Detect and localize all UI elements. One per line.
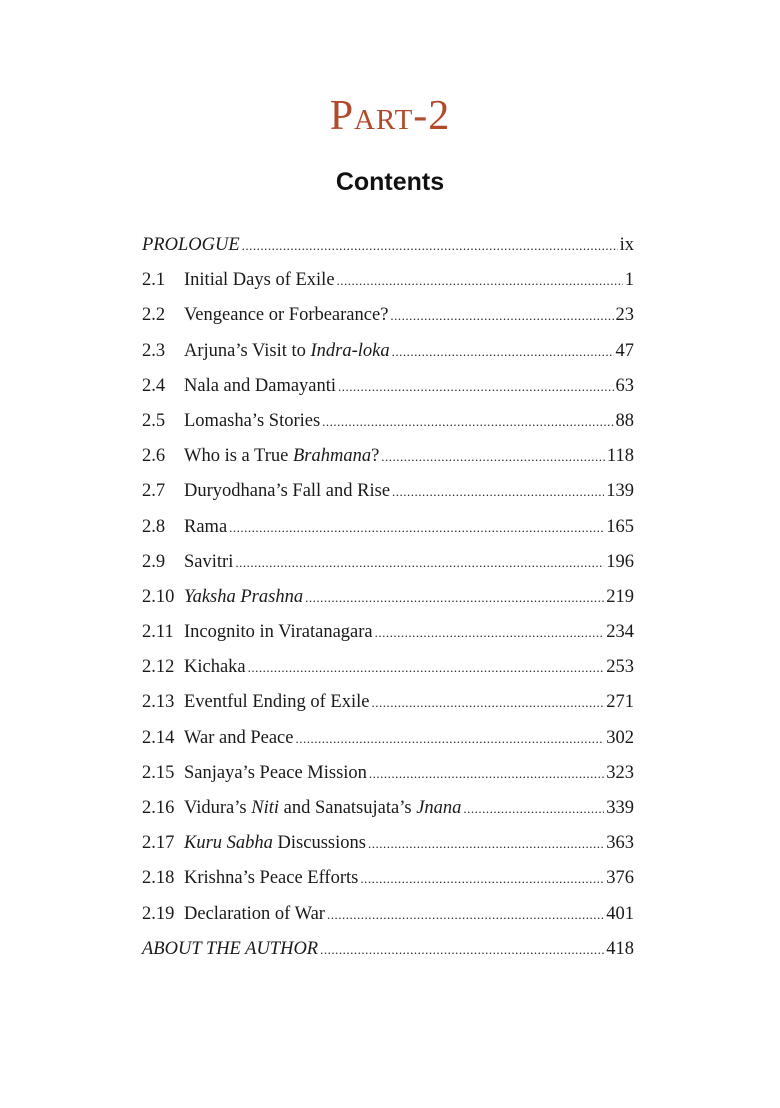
toc-entry xyxy=(142,861,634,896)
table-of-contents xyxy=(142,228,634,967)
toc-entry-number: 2.18 xyxy=(142,868,175,889)
toc-entry-number: 2.7 xyxy=(142,481,166,502)
dot-leader xyxy=(390,298,613,333)
dot-leader xyxy=(327,897,604,932)
toc-entry-title xyxy=(184,650,246,685)
toc-entry-title xyxy=(184,404,320,439)
toc-entry-title-part: and Sanatsujata’s xyxy=(279,798,417,818)
toc-entry-title-part: ABOUT THE AUTHOR xyxy=(142,938,319,959)
dot-leader xyxy=(235,545,604,580)
toc-entry xyxy=(142,298,634,333)
toc-entry-number: 2.3 xyxy=(142,340,166,361)
toc-entry-page: 196 xyxy=(606,551,634,572)
toc-entry-title-part: Lomasha’s Stories xyxy=(184,410,321,431)
toc-entry-title xyxy=(184,615,373,650)
toc-entry-title-part: Discussions xyxy=(272,833,366,854)
toc-entry xyxy=(142,932,634,967)
toc-entry-title-part: Jnana xyxy=(416,798,462,818)
dot-leader xyxy=(369,756,604,791)
toc-entry-title xyxy=(184,580,303,615)
toc-entry xyxy=(142,404,634,439)
dot-leader xyxy=(375,615,605,650)
dot-leader xyxy=(295,721,604,756)
toc-entry xyxy=(142,580,634,615)
toc-entry-number: 2.19 xyxy=(142,903,175,924)
toc-entry-page: 23 xyxy=(615,305,634,326)
dot-leader xyxy=(371,685,604,720)
toc-entry-title-part: Initial Days of Exile xyxy=(184,270,335,291)
toc-entry-title xyxy=(184,334,390,369)
dot-leader xyxy=(392,474,604,509)
part-title: Part-2 xyxy=(329,93,451,139)
contents-heading: Contents xyxy=(335,168,445,196)
toc-entry-number: 2.13 xyxy=(142,692,175,713)
toc-entry-page: 63 xyxy=(615,375,634,396)
toc-entry-title-part: Rama xyxy=(184,516,228,537)
dot-leader xyxy=(320,932,604,967)
toc-entry-page: 139 xyxy=(606,481,634,502)
toc-entry-page: 376 xyxy=(606,868,634,889)
toc-entry-title xyxy=(184,721,293,756)
dot-leader xyxy=(381,439,605,474)
dot-leader xyxy=(463,791,604,826)
toc-entry-number: 2.16 xyxy=(142,798,175,818)
toc-entry-title-part: Indra-loka xyxy=(310,340,390,361)
toc-entry-title-part: Nala and Damayanti xyxy=(184,375,337,396)
toc-entry-number: 2.2 xyxy=(142,305,166,326)
toc-entry-page: 234 xyxy=(606,622,634,643)
toc-entry-title xyxy=(184,263,335,298)
dot-leader xyxy=(242,228,618,263)
toc-entry-title xyxy=(184,369,336,404)
toc-entry-title xyxy=(184,826,366,861)
toc-entry-title xyxy=(184,756,367,791)
toc-entry xyxy=(142,263,634,298)
toc-entry-number: 2.8 xyxy=(142,516,166,537)
toc-entry-number: 2.1 xyxy=(142,270,166,291)
toc-entry-title xyxy=(184,791,461,826)
toc-entry-page: 323 xyxy=(606,762,634,783)
dot-leader xyxy=(368,826,604,861)
toc-entry-page: 47 xyxy=(615,340,634,361)
dot-leader xyxy=(360,861,604,896)
toc-entry-number: 2.10 xyxy=(142,586,175,607)
toc-entry-number: 2.15 xyxy=(142,762,175,783)
toc-entry-page: 118 xyxy=(606,446,634,467)
toc-entry-title-part: Who is a True xyxy=(184,446,293,467)
toc-entry-title-part: Vidura’s xyxy=(184,798,252,818)
toc-entry-title xyxy=(184,897,325,932)
dot-leader xyxy=(229,510,604,545)
toc-entry xyxy=(142,721,634,756)
toc-entry-title-part: War and Peace xyxy=(184,727,294,748)
toc-entry-number: 2.12 xyxy=(142,657,175,678)
toc-entry-page: 253 xyxy=(606,657,634,678)
toc-entry-title-part: Kichaka xyxy=(184,657,246,678)
dot-leader xyxy=(305,580,604,615)
toc-entry xyxy=(142,510,634,545)
toc-entry-number: 2.14 xyxy=(142,727,175,748)
toc-entry xyxy=(142,228,634,263)
toc-entry-title-part: Sanjaya’s Peace Mission xyxy=(184,762,367,783)
toc-entry-page: 302 xyxy=(606,727,634,748)
toc-entry xyxy=(142,826,634,861)
toc-entry-title-part: Niti xyxy=(251,798,279,818)
toc-entry-title xyxy=(184,510,227,545)
toc-entry-number: 2.17 xyxy=(142,833,175,854)
toc-entry-number: 2.5 xyxy=(142,410,166,431)
toc-entry-title-part: Kuru Sabha xyxy=(184,833,273,854)
dot-leader xyxy=(338,369,613,404)
toc-entry-title-part: Brahmana xyxy=(292,446,372,467)
toc-entry-title-part: Eventful Ending of Exile xyxy=(184,692,370,713)
toc-entry-title-part: PROLOGUE xyxy=(142,235,240,255)
toc-entry-title xyxy=(184,298,388,333)
toc-entry-title xyxy=(142,228,240,263)
toc-entry-title-part: Arjuna’s Visit to xyxy=(184,340,311,361)
toc-entry xyxy=(142,334,634,369)
toc-entry xyxy=(142,791,634,826)
toc-entry-title xyxy=(184,474,390,509)
toc-entry-title-part: Vengeance or Forbearance? xyxy=(184,305,389,326)
toc-entry-page: 88 xyxy=(615,410,634,431)
toc-entry-title-part: Incognito in Viratanagara xyxy=(184,622,373,643)
toc-entry-title-part: Krishna’s Peace Efforts xyxy=(184,868,359,889)
toc-entry-title xyxy=(184,545,233,580)
toc-entry xyxy=(142,439,634,474)
toc-entry-number: 2.4 xyxy=(142,375,166,396)
toc-entry-title-part: Savitri xyxy=(184,551,234,572)
toc-entry-page: 1 xyxy=(624,270,634,291)
toc-entry-page: 418 xyxy=(606,938,634,959)
toc-entry-page: 339 xyxy=(606,798,634,818)
toc-entry-page: 363 xyxy=(606,833,634,854)
dot-leader xyxy=(322,404,613,439)
toc-entry-page: 271 xyxy=(606,692,634,713)
toc-entry-title xyxy=(184,861,358,896)
toc-entry xyxy=(142,369,634,404)
toc-entry xyxy=(142,650,634,685)
dot-leader xyxy=(248,650,605,685)
toc-entry xyxy=(142,685,634,720)
toc-entry-page: 165 xyxy=(606,516,634,537)
toc-entry-number: 2.11 xyxy=(142,622,174,643)
toc-entry xyxy=(142,615,634,650)
toc-entry-page: 401 xyxy=(606,903,634,924)
toc-entry-number: 2.6 xyxy=(142,446,166,467)
toc-entry xyxy=(142,474,634,509)
toc-entry xyxy=(142,897,634,932)
toc-entry-page: 219 xyxy=(606,586,634,607)
toc-entry-title xyxy=(142,932,318,967)
toc-entry xyxy=(142,756,634,791)
toc-entry xyxy=(142,545,634,580)
toc-entry-title-part: ? xyxy=(371,446,380,467)
toc-entry-title-part: Declaration of War xyxy=(184,903,325,924)
dot-leader xyxy=(392,334,614,369)
toc-entry-title xyxy=(184,439,379,474)
toc-entry-title-part: Yaksha Prashna xyxy=(184,586,304,607)
toc-entry-title-part: Duryodhana’s Fall and Rise xyxy=(184,481,391,502)
dot-leader xyxy=(337,263,623,298)
toc-entry-title xyxy=(184,685,369,720)
toc-entry-number: 2.9 xyxy=(142,551,166,572)
toc-entry-page: ix xyxy=(619,235,634,255)
